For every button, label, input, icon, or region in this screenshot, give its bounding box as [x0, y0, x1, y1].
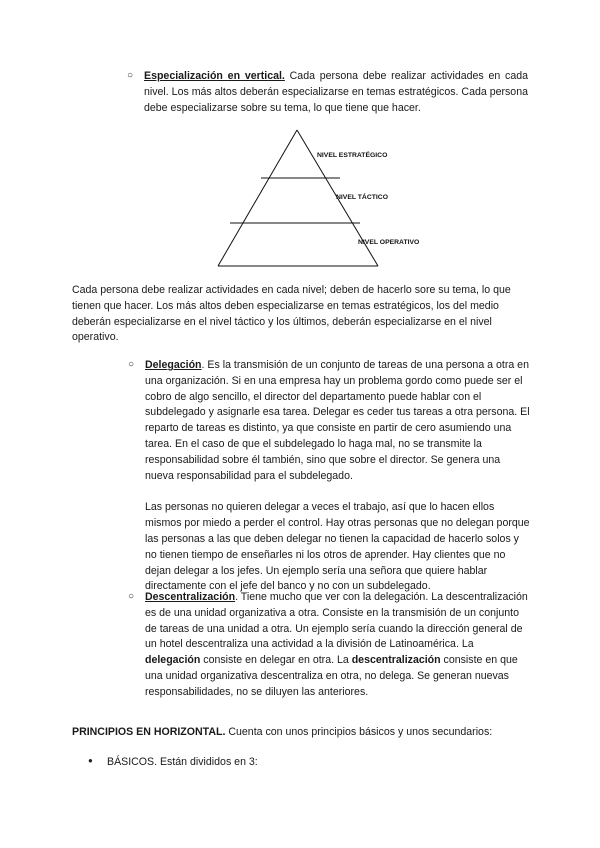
delegacion-paragraph	[145, 358, 531, 484]
descentralizacion-term: Descentralización	[145, 591, 236, 603]
principios-paragraph	[72, 725, 542, 741]
descentralizacion-bold: descentralización	[351, 654, 441, 667]
descentralizacion-paragraph	[145, 590, 531, 701]
levels-explanation	[72, 283, 528, 346]
delegacion-term: Delegación	[145, 359, 202, 371]
principios-heading-block	[72, 725, 542, 741]
level-tactical-label: NIVEL TÁCTICO	[336, 194, 388, 201]
especializacion-term: Especialización en vertical.	[144, 70, 285, 82]
principios-text: Cuenta con unos principios básicos y unos secundarios:	[225, 726, 493, 738]
filled-bullet-icon: ●	[88, 756, 93, 765]
hollow-bullet-icon: ○	[128, 591, 135, 602]
descentralizacion-item	[128, 590, 531, 701]
level-strategic-label: NIVEL ESTRATÉGICO	[317, 152, 388, 159]
pyramid-left-edge	[218, 130, 297, 266]
delegacion-bold: delegación	[145, 654, 201, 667]
delegacion-text: . Es la transmisión de un conjunto de tareas de una persona a otra en una organización. Si en una empresa hay un problema gordo como puede ser el cobro de algo sencillo, el director del departamento puede hablar con el subdelegado y asignarle esa tarea. Delegar es ceder tus tareas a otra persona. El reparto de tareas es distinto, ya que consiste en partir de cero asumiendo una tarea. En el caso de que el subdelegado lo haga mal, no se transmite la responsabilidad sobre él también, sino que sobre el director. Se genera una nueva responsabilidad para el subdelegado.	[145, 359, 530, 482]
delegacion-paragraph-2: Las personas no quieren delegar a veces el trabajo, así que lo hacen ellos mismos por miedo a perder el control. Hay otras personas que no delegan porque las personas a las que deben delegar no tienen la capacidad de hacerlo solos y no tienen tiempo de enseñarles ni los otros de aprender. Hay clientes que no dejan delegar a los jefes. Un ejemplo sería una señora que quiere hablar directamente con el jefe del banco y no con un subdelegado.	[145, 501, 530, 593]
levels-paragraph: Cada persona debe realizar actividades en cada nivel; deben de hacerlo sore su tema, lo que tienen que hacer. Los más altos deben especializarse en temas estratégicos, los del medio deberán especializarse en el nivel táctico y los últimos, deberán especializarse en el nivel operativo.	[72, 284, 511, 344]
descentralizacion-text: . Tiene mucho que ver con la delegación. La descentralización es de una unidad organizativa a otra. Consiste en la transmisión de un conjunto de tareas de una unidad a otra. Un ejemplo sería cuando la dirección general de un hotel descentraliza una actividad a la división de Latinoamérica. La	[145, 591, 528, 651]
especializacion-item	[127, 69, 528, 116]
levels-pyramid-diagram	[200, 125, 440, 275]
basicos-text: BÁSICOS. Están divididos en 3:	[107, 756, 258, 768]
descentralizacion-text-3: consiste en que una unidad organizativa descentraliza en otra, no delega. Se generan nuevas responsabilidades, no se diluyen las anteriores.	[145, 654, 518, 698]
basicos-item	[88, 755, 507, 771]
principios-heading: PRINCIPIOS EN HORIZONTAL.	[72, 726, 226, 738]
hollow-bullet-icon: ○	[127, 70, 134, 81]
especializacion-paragraph	[144, 69, 528, 116]
hollow-bullet-icon: ○	[128, 359, 135, 370]
delegacion-item	[128, 358, 531, 595]
level-operative-label: NIVEL OPERATIVO	[358, 239, 420, 246]
descentralizacion-text-2: consiste en delegar en otra. La	[200, 654, 352, 667]
especializacion-text: Cada persona debe realizar actividades en cada nivel. Los más altos deberán especializarse en temas estratégicos. Cada persona debe especializarse sobre su tema, lo que tiene que hacer.	[144, 70, 528, 114]
